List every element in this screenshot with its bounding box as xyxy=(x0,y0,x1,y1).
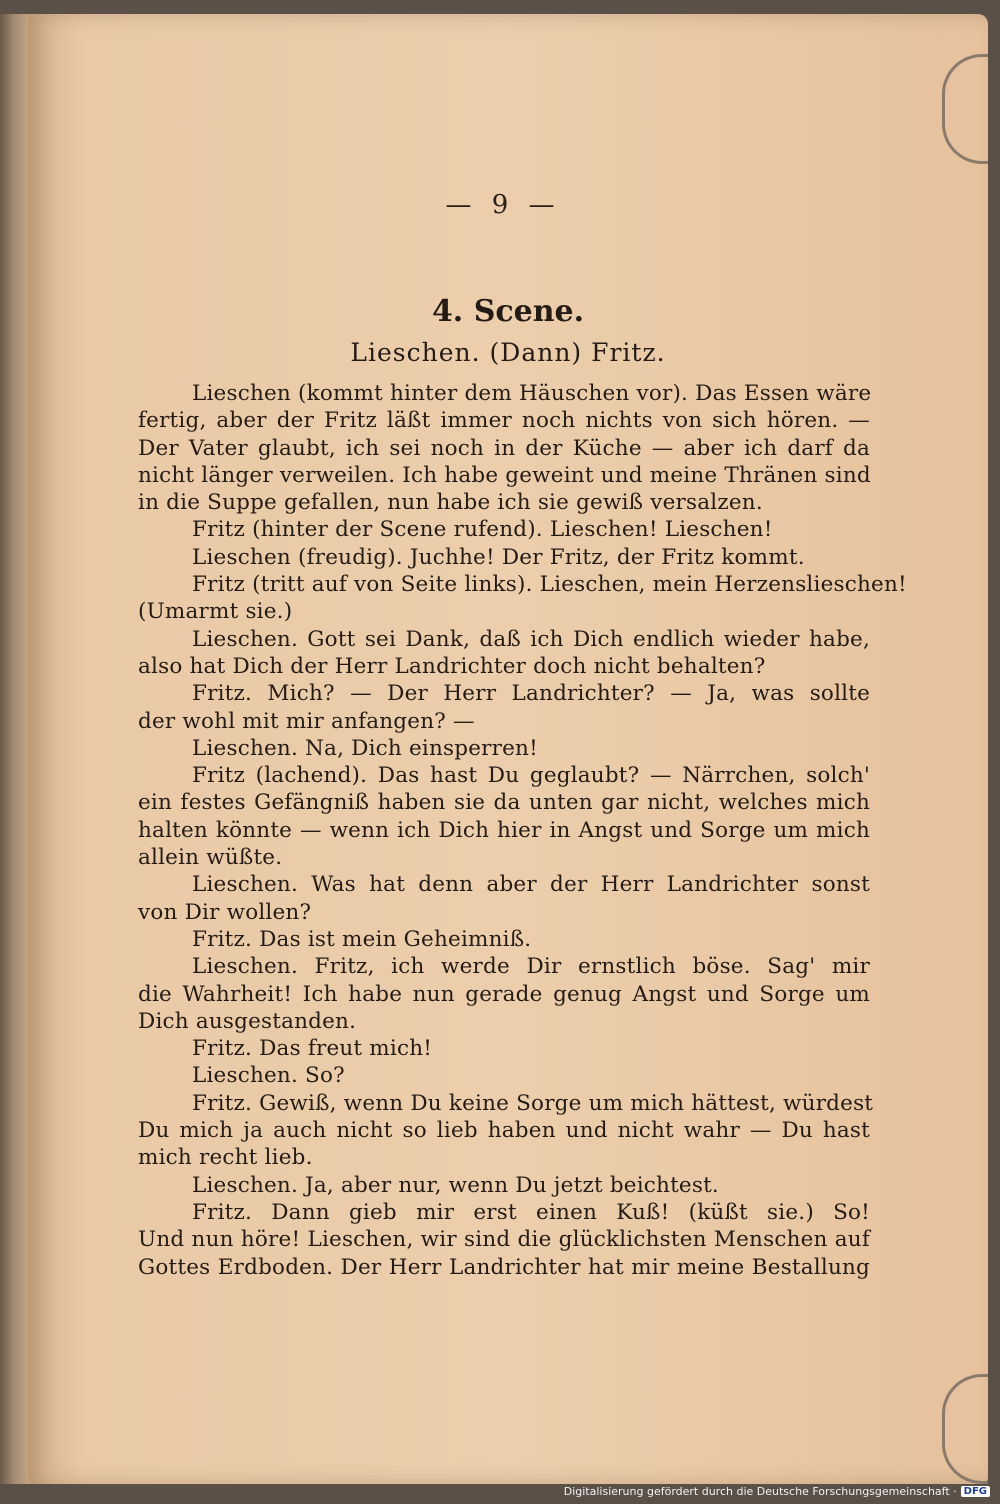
text-line: halten könnte — wenn ich Dich hier in Angst und Sorge um mich xyxy=(138,817,870,843)
book-page xyxy=(28,14,988,1484)
text-line: Fritz (tritt auf von Seite links). Lieschen, mein Herzenslieschen! xyxy=(192,572,907,598)
scene-persons: Lieschen. (Dann) Fritz. xyxy=(350,338,666,367)
text-line: Fritz. Dann gieb mir erst einen Kuß! (küßt sie.) So! xyxy=(192,1199,870,1225)
page-clip-bottom xyxy=(942,1374,988,1484)
text-line: Lieschen (kommt hinter dem Häuschen vor). Das Essen wäre xyxy=(192,381,872,406)
text-line: fertig, aber der Fritz läßt immer noch nichts von sich hören. — xyxy=(138,408,870,434)
text-line: Fritz. Das freut mich! xyxy=(192,1036,433,1062)
text-line: nicht länger verweilen. Ich habe geweint und meine Thränen sind xyxy=(138,462,871,488)
digitization-footer xyxy=(564,1485,990,1498)
text-line: also hat Dich der Herr Landrichter doch nicht behalten? xyxy=(138,653,766,679)
text-line: Lieschen. Ja, aber nur, wenn Du jetzt beichtest. xyxy=(192,1172,719,1198)
text-line: Der Vater glaubt, ich sei noch in der Küche — aber ich darf da xyxy=(138,435,870,461)
text-line: Fritz. Mich? — Der Herr Landrichter? — Ja, was sollte xyxy=(192,681,870,707)
text-line: allein wüßte. xyxy=(138,845,283,871)
text-line: Lieschen (freudig). Juchhe! Der Fritz, der Fritz kommt. xyxy=(192,544,805,570)
page-clip-top xyxy=(942,54,988,164)
text-line: Fritz. Gewiß, wenn Du keine Sorge um mich hättest, würdest xyxy=(192,1090,874,1116)
text-line: Fritz (lachend). Das hast Du geglaubt? — Närrchen, solch' xyxy=(192,763,870,789)
text-line: Fritz. Das ist mein Geheimniß. xyxy=(192,926,532,952)
dfg-logo-icon: DFG xyxy=(961,1486,990,1497)
text-line: Lieschen. Was hat denn aber der Herr Landrichter sonst xyxy=(192,872,870,898)
text-line: mich recht lieb. xyxy=(138,1145,313,1171)
text-line: von Dir wollen? xyxy=(138,899,312,925)
scene-title: 4. Scene. xyxy=(431,294,585,329)
text-line: in die Suppe gefallen, nun habe ich sie gewiß versalzen. xyxy=(138,490,763,516)
text-line: Fritz (hinter der Scene rufend). Lieschen! Lieschen! xyxy=(192,517,773,543)
page-number: — 9 — xyxy=(445,190,561,220)
text-line: Lieschen. Na, Dich einsperren! xyxy=(192,735,538,761)
body-text xyxy=(138,380,907,1281)
text-line: Gottes Erdboden. Der Herr Landrichter hat mir meine Bestallung xyxy=(138,1254,870,1280)
text-line: ein festes Gefängniß haben sie da unten gar nicht, welches mich xyxy=(138,790,870,816)
text-line: Lieschen. So? xyxy=(192,1063,345,1089)
text-line: Dich ausgestanden. xyxy=(138,1008,357,1034)
text-line: Lieschen. Fritz, ich werde Dir ernstlich böse. Sag' mir xyxy=(192,954,870,980)
text-line: Du mich ja auch nicht so lieb haben und nicht wahr — Du hast xyxy=(138,1118,870,1144)
text-line: der wohl mit mir anfangen? — xyxy=(138,708,475,734)
text-line: (Umarmt sie.) xyxy=(138,599,293,625)
footer-text: Digitalisierung gefördert durch die Deutsche Forschungsgemeinschaft · xyxy=(563,1485,957,1498)
text-line: Und nun höre! Lieschen, wir sind die glücklichsten Menschen auf xyxy=(138,1227,870,1253)
text-line: die Wahrheit! Ich habe nun gerade genug Angst und Sorge um xyxy=(138,981,870,1007)
text-line: Lieschen. Gott sei Dank, daß ich Dich endlich wieder habe, xyxy=(192,626,870,652)
